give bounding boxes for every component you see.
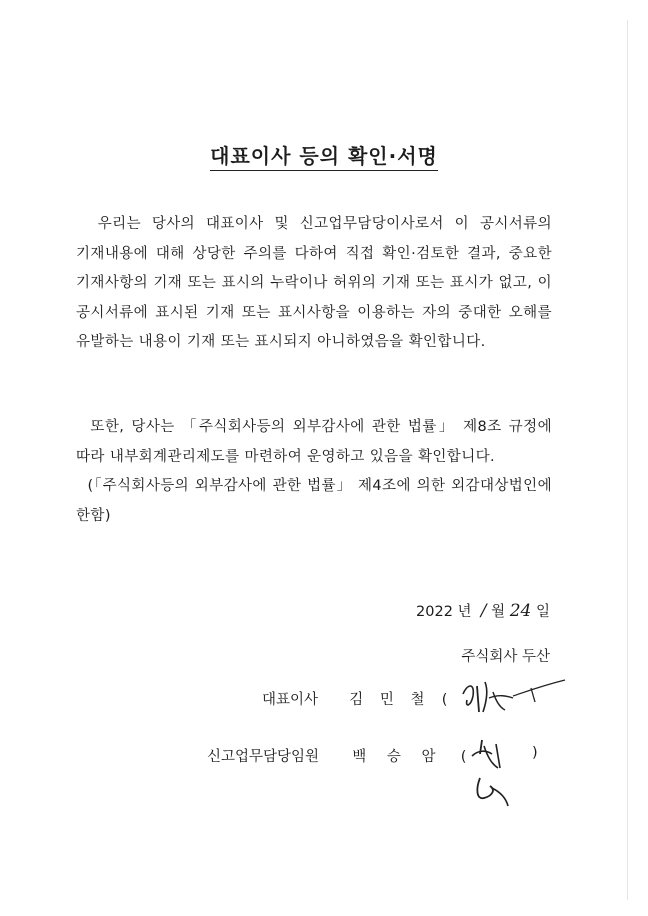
date-day-handwritten: 24 xyxy=(509,601,532,621)
paren-open: ( xyxy=(460,749,467,765)
document-title xyxy=(0,140,648,169)
paren-close: ) xyxy=(532,745,538,761)
date-month-handwritten: / xyxy=(480,601,487,621)
date-month-unit: 월 xyxy=(491,604,506,620)
signer-role: 대표이사 xyxy=(262,692,319,708)
signer-name: 김 민 철 xyxy=(349,692,431,708)
signer-name: 백 승 암 xyxy=(352,749,444,765)
date-day-unit: 일 xyxy=(535,604,550,620)
title-text: 대표이사 등의 확인·서명 xyxy=(210,144,438,171)
internal-control-paragraph: 또한, 당사는 「주식회사등의 외부감사에 관한 법률」 제8조 규정에 따라 내부회계관리제도를 마련하여 운영하고 있음을 확인합니다. (「주식회사등의 외부감사에 관한 법률」 제4조에 의한 외감대상법인에 한함) xyxy=(76,419,552,524)
date-year-unit: 년 xyxy=(457,604,472,620)
confirmation-paragraph: 우리는 당사의 대표이사 및 신고업무담당이사로서 이 공시서류의 기재내용에 대해 상당한 주의를 다하여 직접 확인·검토한 결과, 중요한 기재사항의 기재 또는 표시의 누락이나 허위의 기재 또는 표시가 없고, 이 공시서류에 표시된 기재 또는 표시사항을 이용하는 자의 중대한 오해를 유발하는 내용이 기재 또는 표시되지 아니하였음을 확인합니다. xyxy=(76,216,558,350)
date-line xyxy=(416,600,550,621)
date-year: 2022 xyxy=(416,604,453,620)
paren-open: ( xyxy=(441,692,448,708)
ceo-handwritten-signature xyxy=(455,672,575,720)
signer-row-ceo xyxy=(262,688,447,709)
company-name: 주식회사 두산 xyxy=(461,649,550,665)
signer-role: 신고업무담당임원 xyxy=(207,749,320,765)
officer-handwritten-signature xyxy=(462,734,522,814)
signer-row-disclosure-officer xyxy=(207,745,466,766)
